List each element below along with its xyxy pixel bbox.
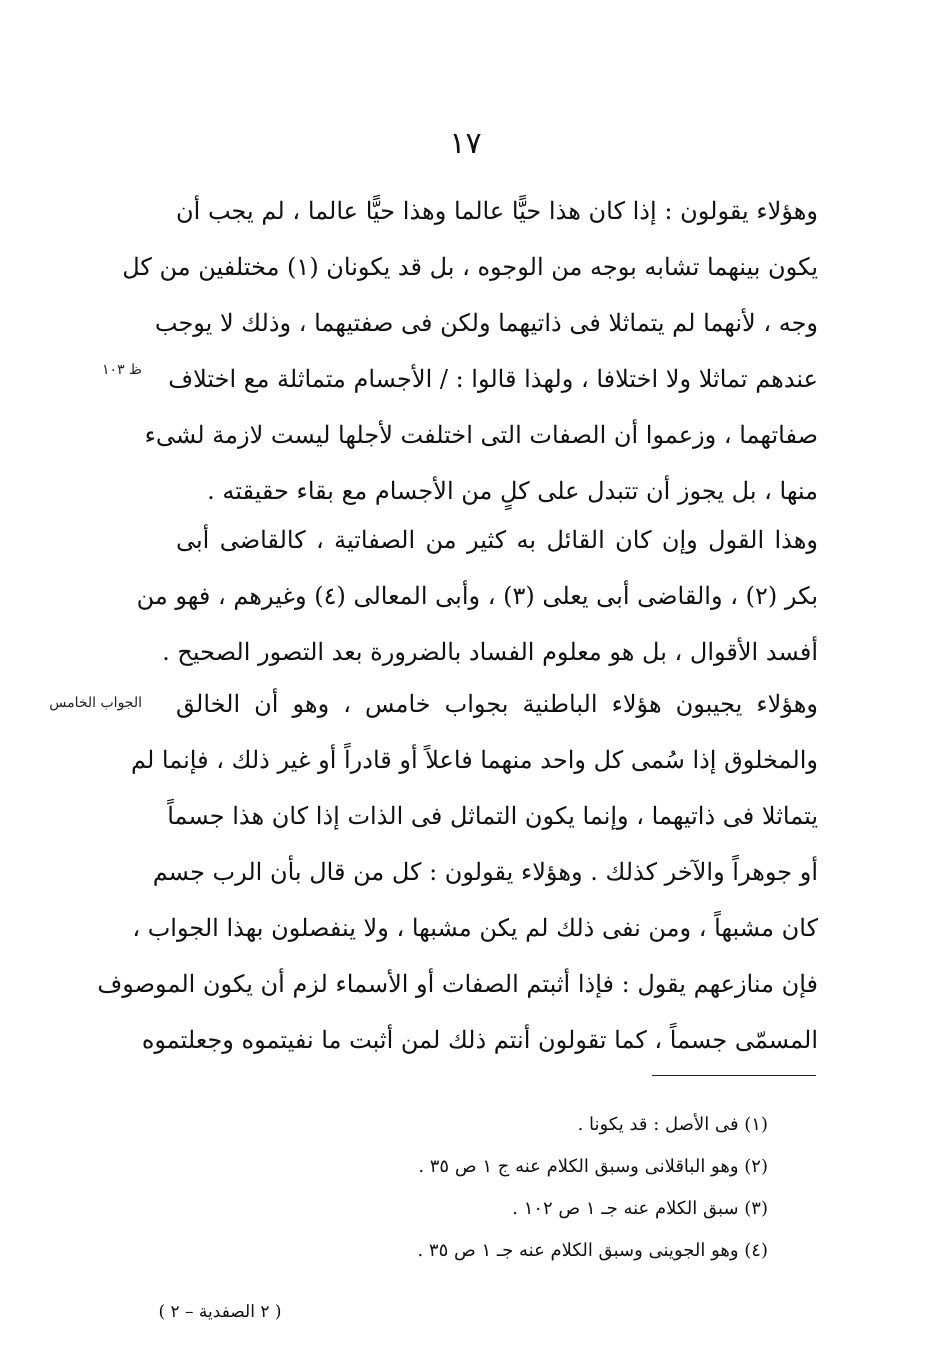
footnote: (١) فى الأصل : قد يكونا . (577, 1114, 768, 1135)
page-number: ١٧ (449, 126, 482, 161)
text-line: منها ، بل يجوز أن تتبدل على كلٍ من الأجسام مع بقاء حقيقته . (207, 477, 818, 505)
text-line: أو جوهراً والآخر كذلك . وهؤلاء يقولون : كل من قال بأن الرب جسم (152, 858, 818, 886)
text-line: والمخلوق إذا سُمى كل واحد منهما فاعلاً أو قادراً أو غير ذلك ، فإنما لم (131, 746, 818, 774)
text-line: وهذا القول وإن كان القائل به كثير من الصفاتية ، كالقاضى أبى (176, 526, 818, 554)
signature-mark: ( ٢ الصفدية – ٢ ) (158, 1302, 282, 1322)
text-line: فإن منازعهم يقول : فإذا أثبتم الصفات أو الأسماء لزم أن يكون الموصوف (97, 970, 818, 998)
footnotes (330, 1104, 768, 1272)
paragraph-3 (97, 676, 818, 1068)
text-line: المسمّى جسماً ، كما تقولون أنتم ذلك لمن أثبت ما نفيتموه وجعلتموه (141, 1026, 818, 1054)
text-line: بكر (٢) ، والقاضى أبى يعلى (٣) ، وأبى المعالى (٤) وغيرهم ، فهو من (136, 582, 818, 610)
text-line: كان مشبهاً ، ومن نفى ذلك لم يكن مشبها ، ولا ينفصلون بهذا الجواب ، (132, 914, 818, 942)
text-line: عندهم تماثلا ولا اختلافا ، ولهذا قالوا : / الأجسام متماثلة مع اختلاف (168, 365, 818, 393)
footnote: (٢) وهو الباقلانى وسبق الكلام عنه ج ١ ص ٣٥ . (418, 1156, 768, 1177)
paragraph-2 (136, 512, 818, 680)
text-line: يكون بينهما تشابه بوجه من الوجوه ، بل قد يكونان (١) مختلفين من كل (122, 253, 818, 281)
margin-note-folio: ظ ١٠٣ (102, 362, 142, 378)
text-line: وهؤلاء يجيبون هؤلاء الباطنية بجواب خامس ، وهو أن الخالق (176, 690, 818, 718)
footnote: (٣) سبق الكلام عنه جـ ١ ص ١٠٢ . (512, 1198, 768, 1219)
text-line: وهؤلاء يقولون : إذا كان هذا حيًّا عالما وهذا حيًّا عالما ، لم يجب أن (176, 197, 818, 225)
text-line: أفسد الأقوال ، بل هو معلوم الفساد بالضرورة بعد التصور الصحيح . (162, 638, 818, 666)
margin-note-heading: الجواب الخامس (49, 695, 142, 711)
text-line: وجه ، لأنهما لم يتماثلا فى ذاتيهما ولكن فى صفتيهما ، وذلك لا يوجب (154, 309, 818, 337)
footnote-separator (652, 1075, 816, 1076)
text-line: صفاتهما ، وزعموا أن الصفات التى اختلفت لأجلها ليست لازمة لشىء (144, 421, 818, 449)
footnote: (٤) وهو الجوينى وسبق الكلام عنه جـ ١ ص ٣٥ . (417, 1240, 768, 1261)
text-line: يتماثلا فى ذاتيهما ، وإنما يكون التماثل فى الذات إذا كان هذا جسماً (167, 802, 818, 830)
